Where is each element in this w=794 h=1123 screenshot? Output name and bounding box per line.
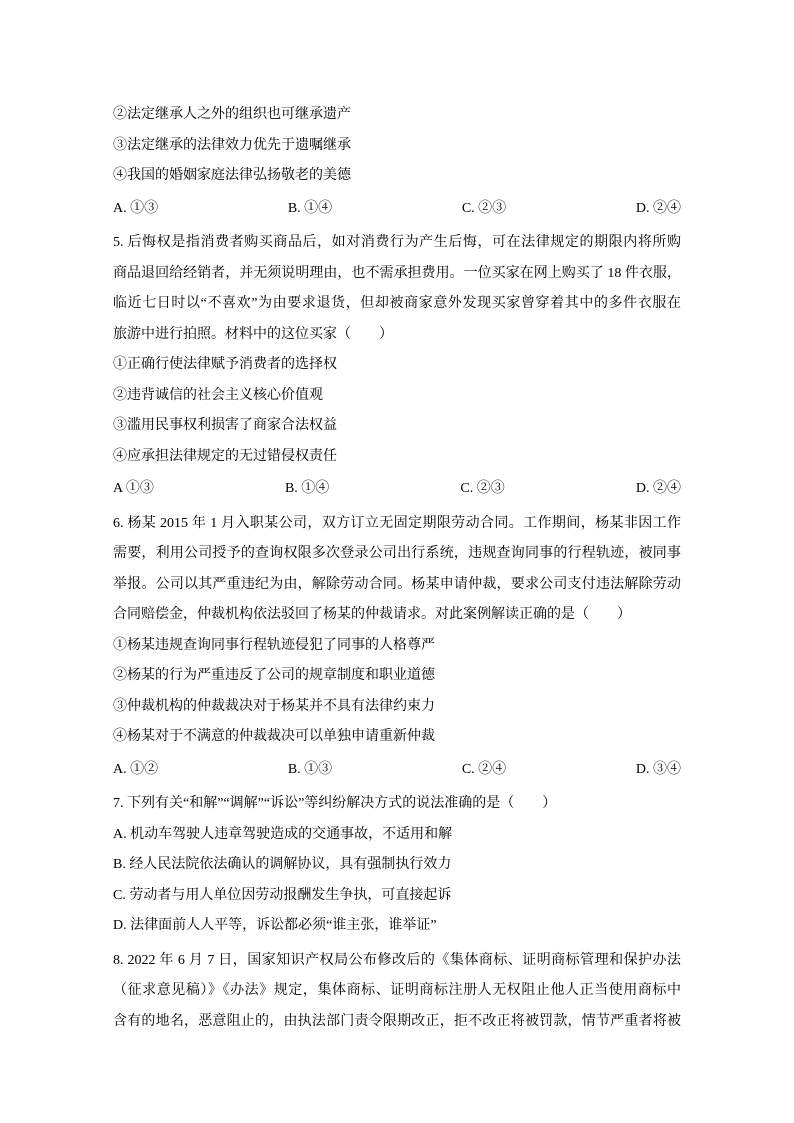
question-6 (113, 509, 681, 786)
q5-statement-3: ③滥用民事权利损害了商家合法权益 (113, 418, 337, 433)
q5-stem-line-2: 商品退回给经销者，并无须说明理由，也不需承担费用。一位买家在网上购买了 18 件衣服， (113, 265, 681, 281)
q7-option-b: B. 经人民法院依法确认的调解协议，具有强制执行效力 (113, 857, 452, 872)
q5-choices-row (113, 474, 681, 505)
q7-option-c: C. 劳动者与用人单位因劳动报酬发生争执，可直接起诉 (113, 887, 452, 903)
q5-stem-line-4: 旅游中进行拍照。材料中的这位买家（ ） (113, 326, 393, 342)
q4-choice-b: B. ①④ (287, 200, 333, 216)
q6-statement-2: ②杨某的行为严重违反了公司的规章制度和职业道德 (113, 668, 435, 683)
q5-statement-4: ④应承担法律规定的无过错侵权责任 (113, 448, 337, 464)
q8-stem-line-3: 含有的地名，恶意阻止的，由执法部门责令限期改正，拒不改正将被罚款，情节严重者将被 (113, 1013, 681, 1029)
q6-choices-row (113, 755, 681, 786)
q6-stem-line-1: 6. 杨某 2015 年 1 月入职某公司，双方订立无固定期限劳动合同。工作期间，杨某非因工作 (113, 515, 681, 531)
q5-stem-line-3: 临近七日时以“不喜欢”为由要求退货，但却被商家意外发现买家曾穿着其中的多件衣服在 (113, 296, 681, 311)
q4-choice-d: D. ②④ (635, 200, 681, 216)
q5-choice-b: B. ①④ (284, 481, 330, 496)
q5-statement-2: ②违背诚信的社会主义核心价值观 (113, 387, 323, 403)
q5-choice-a: A ①③ (113, 481, 154, 496)
q4-choice-c: C. ②③ (461, 200, 507, 216)
q6-choice-d: D. ③④ (635, 761, 681, 777)
q4-statement-4: ④我国的婚姻家庭法律弘扬敬老的美德 (113, 168, 351, 183)
question-5 (113, 228, 681, 505)
q8-stem-line-1: 8. 2022 年 6 月 7 日，国家知识产权局公布修改后的《集体商标、证明商标管理和保护办法 (113, 952, 681, 968)
q7-stem-line-1: 7. 下列有关“和解”“调解”“诉讼”等纠纷解决方式的说法准确的是（ ） (113, 796, 557, 811)
q4-statement-3: ③法定继承的法律效力优先于遗嘱继承 (113, 137, 351, 153)
q6-statement-3: ③仲裁机构的仲裁裁决对于杨某并不具有法律约束力 (113, 698, 435, 714)
q5-choice-c: C. ②③ (460, 481, 505, 496)
q6-stem-line-3: 举报。公司以其严重违纪为由，解除劳动合同。杨某申请仲裁，要求公司支付违法解除劳动 (113, 576, 681, 592)
question-8-partial (113, 946, 681, 1038)
q6-choice-c: C. ②④ (461, 761, 507, 777)
q6-stem-line-2: 需要，利用公司授予的查询权限多次登录公司出行系统，违规查询同事的行程轨迹，被同事 (113, 546, 681, 561)
q6-statement-1: ①杨某违规查询同事行程轨迹侵犯了同事的人格尊严 (113, 637, 435, 653)
question-4-partial (113, 100, 681, 224)
q6-statement-4: ④杨某对于不满意的仲裁裁决可以单独申请重新仲裁 (113, 729, 435, 744)
q7-option-d: D. 法律面前人人平等，诉讼都必须“谁主张，谁举证” (113, 918, 437, 933)
question-7 (113, 789, 681, 942)
q6-choice-b: B. ①③ (287, 761, 333, 777)
q5-statement-1: ①正确行使法律赋予消费者的选择权 (113, 357, 337, 372)
q6-stem-line-4: 合同赔偿金，仲裁机构依法驳回了杨某的仲裁请求。对此案例解读正确的是（ ） (113, 607, 631, 622)
q7-option-a: A. 机动车驾驶人违章驾驶造成的交通事故，不适用和解 (113, 826, 453, 842)
q8-stem-line-2: （征求意见稿）》《办法》规定，集体商标、证明商标注册人无权阻止他人正当使用商标中 (113, 983, 681, 998)
q5-stem-line-1: 5. 后悔权是指消费者购买商品后，如对消费行为产生后悔，可在法律规定的期限内将所购 (113, 235, 681, 250)
q6-choice-a: A. ①② (113, 761, 159, 777)
q4-statement-2: ②法定继承人之外的组织也可继承遗产 (113, 107, 351, 122)
q4-choice-a: A. ①③ (113, 200, 159, 216)
q5-choice-d: D. ②④ (635, 481, 681, 496)
q4-choices-row (113, 194, 681, 225)
